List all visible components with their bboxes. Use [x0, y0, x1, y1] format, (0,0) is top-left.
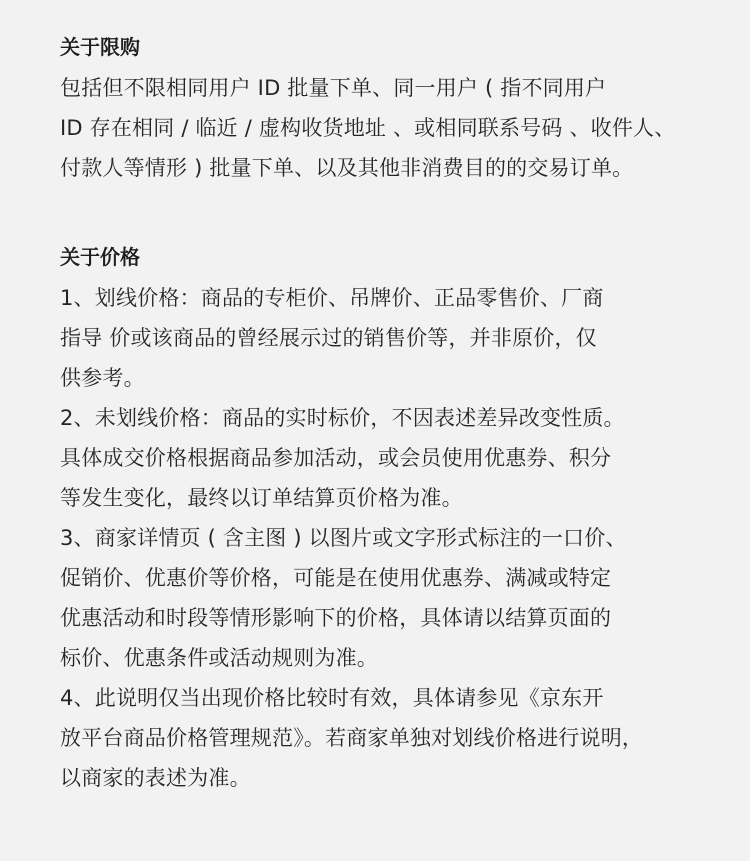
paragraph-line: 等发生变化，最终以订单结算页价格为准。: [60, 486, 463, 510]
price-item-detail-page: [60, 518, 710, 678]
paragraph-line: 指导 价或该商品的曾经展示过的销售价等，并非原价，仅: [60, 326, 597, 350]
purchase-limit-section: [60, 34, 710, 188]
paragraph-line: 标价、优惠条件或活动规则为准。: [60, 646, 378, 670]
paragraph-line: 供参考。: [60, 366, 145, 390]
paragraph-line: 付款人等情形 ) 批量下单、以及其他非消费目的的交易订单。: [60, 156, 634, 180]
paragraph-line: 具体成交价格根据商品参加活动，或会员使用优惠券、积分: [60, 446, 612, 470]
paragraph-line: 包括但不限相同用户 ID 批量下单、同一用户 ( 指不同用户: [60, 76, 607, 100]
paragraph-line: 促销价、优惠价等价格，可能是在使用优惠券、满减或特定: [60, 566, 612, 590]
purchase-limit-title: 关于限购: [60, 35, 140, 59]
paragraph-line: 优惠活动和时段等情形影响下的价格，具体请以结算页面的: [60, 606, 612, 630]
paragraph-line: 放平台商品价格管理规范》。若商家单独对划线价格进行说明，: [60, 726, 644, 750]
paragraph-line: 1、划线价格：商品的专柜价、吊牌价、正品零售价、厂商: [60, 286, 604, 310]
paragraph-line: 3、商家详情页 ( 含主图 ) 以图片或文字形式标注的一口价、: [60, 526, 627, 550]
price-section: [60, 244, 710, 798]
price-title: 关于价格: [60, 245, 140, 269]
paragraph-line: 2、未划线价格：商品的实时标价，不因表述差异改变性质。: [60, 406, 625, 430]
price-item-strikethrough: [60, 278, 710, 398]
paragraph-line: 以商家的表述为准。: [60, 766, 251, 790]
purchase-limit-paragraph: [60, 68, 710, 188]
paragraph-line: 4、此说明仅当出现价格比较时有效，具体请参见《京东开: [60, 686, 604, 710]
price-item-comparison: [60, 678, 710, 798]
paragraph-line: ID 存在相同 / 临近 / 虚构收货地址 、或相同联系号码 、收件人、: [60, 116, 676, 140]
price-item-non-strikethrough: [60, 398, 710, 518]
